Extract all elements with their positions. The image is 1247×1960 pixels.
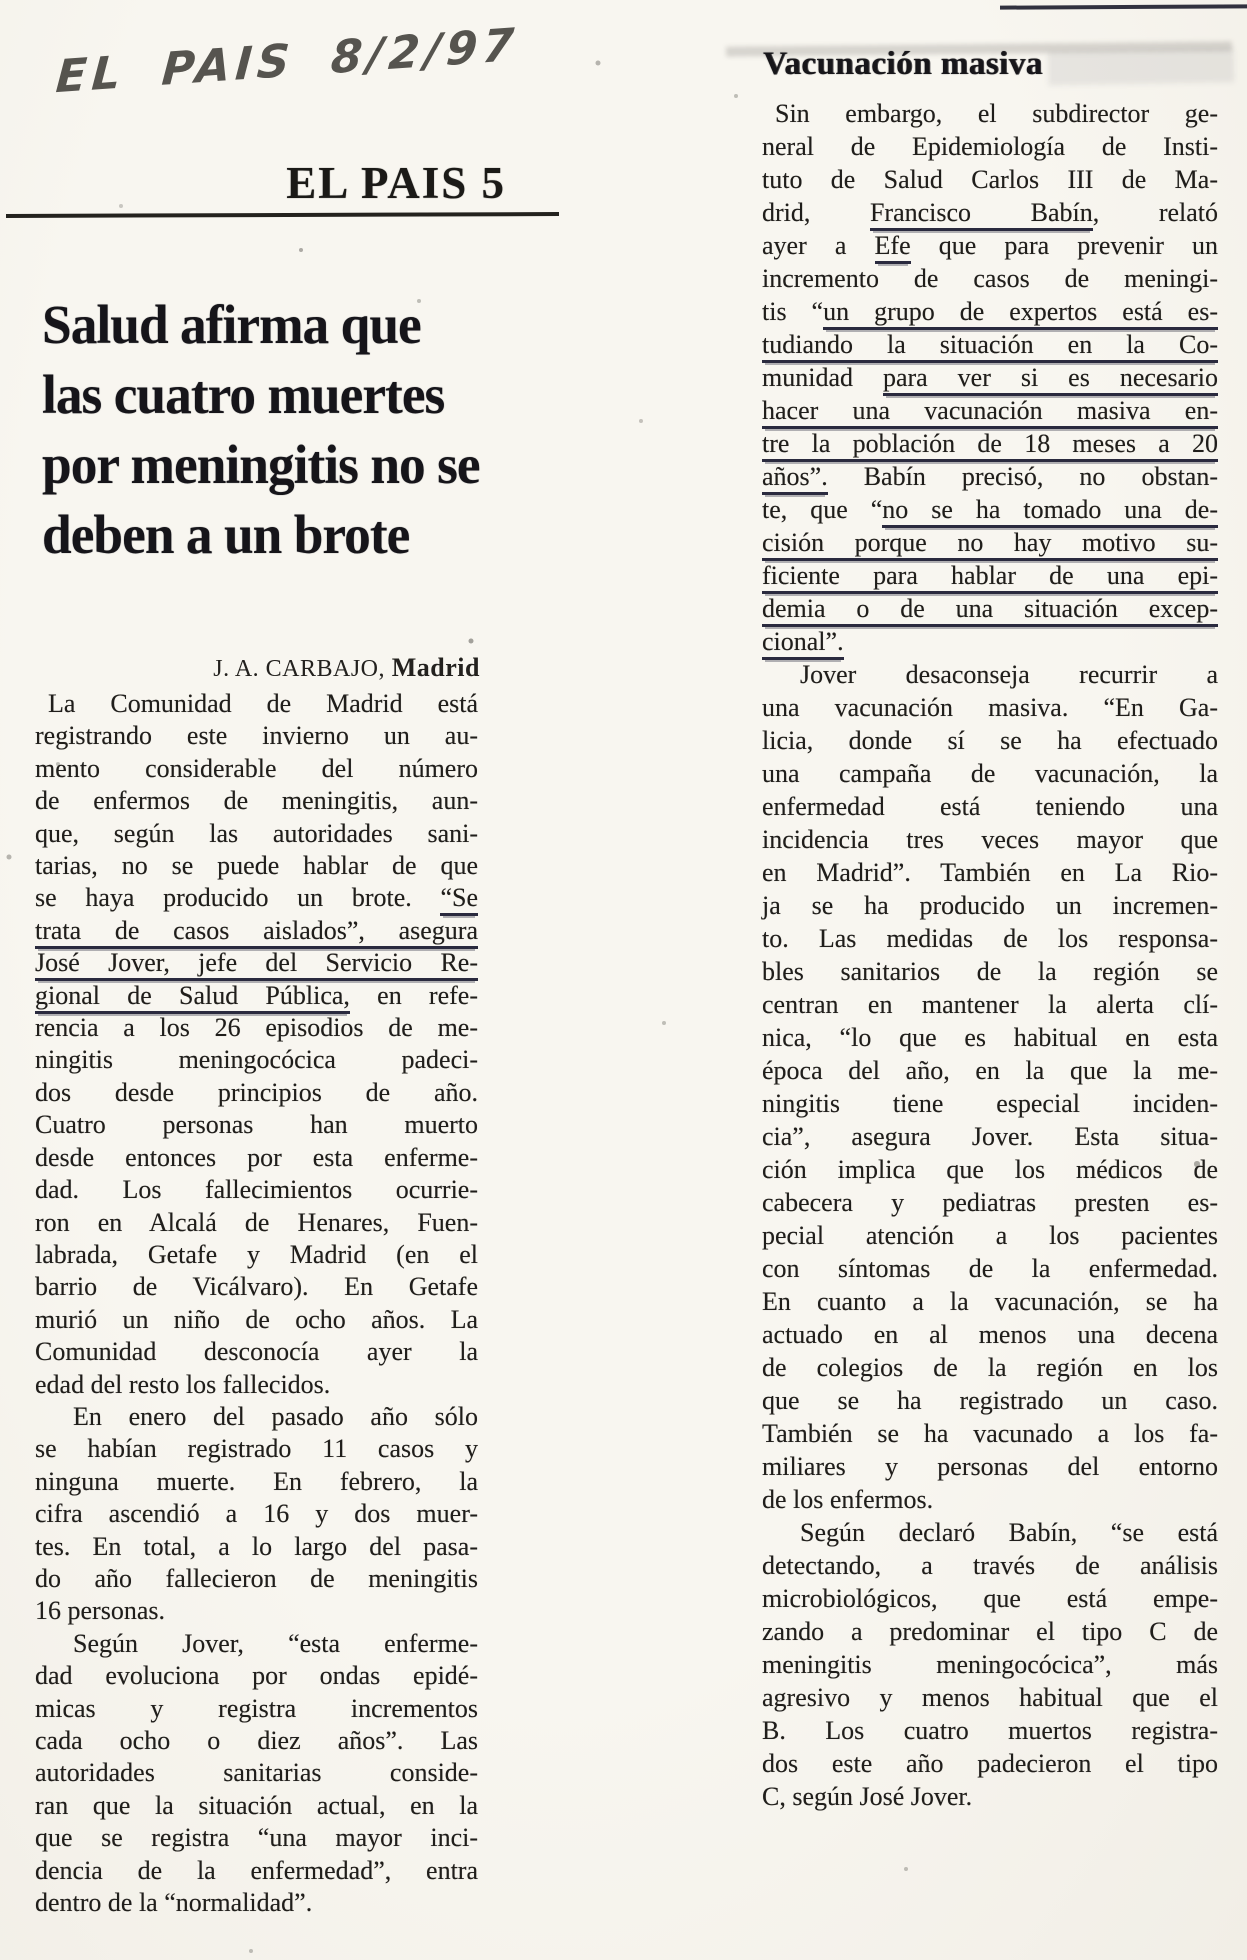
body-line: que, según las autoridades sani- — [35, 818, 478, 848]
body-line: incidencia tres veces mayor que — [762, 825, 1218, 854]
article-headline — [42, 290, 542, 570]
byline-author: J. A. CARBAJO, — [213, 656, 386, 682]
body-line: cabecera y pediatras presten es- — [762, 1188, 1218, 1217]
body-line: detectando, a través de análisis — [762, 1551, 1218, 1580]
byline — [35, 653, 480, 683]
body-line: Comunidad desconocía ayer la — [35, 1337, 478, 1367]
body-line: bles sanitarios de la región se — [762, 957, 1218, 986]
handwritten-date-annotation: EL PAIS 8/2/97 — [54, 17, 521, 104]
body-line: zando a predominar el tipo C de — [762, 1617, 1218, 1646]
body-line: En cuanto a la vacunación, se ha — [762, 1287, 1218, 1316]
body-line: neral de Epidemiología de Insti- — [762, 132, 1218, 161]
body-line: drid, Francisco Babín, relató — [762, 196, 1218, 229]
body-line: ningitis tiene especial inciden- — [762, 1089, 1218, 1118]
body-line: Cuatro personas han muerto — [35, 1110, 478, 1140]
body-line: gional de Salud Pública, en refe- — [35, 980, 478, 1012]
body-line: agresivo y menos habitual que el — [762, 1683, 1218, 1712]
body-line: dad. Los fallecimientos ocurrie- — [35, 1175, 478, 1205]
body-line: ninguna muerte. En febrero, la — [35, 1466, 478, 1496]
body-line: dentro de la “normalidad”. — [35, 1888, 313, 1918]
body-line: microbiológicos, que está empe- — [762, 1584, 1218, 1613]
body-line: se habían registrado 11 casos y — [35, 1434, 478, 1464]
body-line: rencia a los 26 episodios de me- — [35, 1013, 478, 1043]
body-line: que se registra “una mayor inci- — [35, 1823, 478, 1853]
body-line: labrada, Getafe y Madrid (en el — [35, 1239, 478, 1269]
masthead-title: EL PAIS 5 — [286, 158, 506, 208]
body-line: C, según José Jover. — [762, 1782, 973, 1811]
body-line — [35, 915, 478, 947]
body-line: También se ha vacunado a los fa- — [762, 1419, 1218, 1448]
body-line: pecial atención a los pacientes — [762, 1221, 1218, 1250]
body-line — [762, 427, 1218, 460]
body-line — [762, 559, 1218, 592]
body-line: En enero del pasado año sólo — [73, 1401, 478, 1431]
body-line: meningitis meningocócica”, más — [762, 1650, 1218, 1679]
body-line: 16 personas. — [35, 1596, 165, 1626]
ink-underline: años”. — [762, 462, 828, 495]
headline-line-1: Salud afirma que — [42, 294, 421, 355]
top-edge-rule — [1000, 4, 1247, 9]
body-line: de colegios de la región en los — [762, 1353, 1218, 1382]
body-line: ja se ha producido un incremen- — [762, 891, 1218, 920]
body-line: época del año, en la que la me- — [762, 1056, 1218, 1085]
masthead-rule — [6, 212, 559, 218]
body-line: en Madrid”. También en La Rio- — [762, 858, 1218, 887]
body-line: barrio de Vicálvaro). En Getafe — [35, 1272, 478, 1302]
ink-underline: Efe — [875, 231, 911, 264]
body-line: licia, donde sí se ha efectuado — [762, 726, 1218, 755]
body-line: años”. Babín precisó, no obstan- — [762, 460, 1218, 493]
body-line: con síntomas de la enfermedad. — [762, 1254, 1218, 1283]
body-line — [762, 328, 1218, 361]
body-line: desde entonces por esta enferme- — [35, 1142, 478, 1172]
ink-underline: tre la población de 18 meses a 20 — [762, 429, 1218, 462]
ink-underline: demia o de una situación excep- — [762, 594, 1218, 627]
ink-underline: cisión porque no hay motivo su- — [762, 528, 1218, 561]
body-line: una campaña de vacunación, la — [762, 759, 1218, 788]
left-column-body — [35, 688, 478, 1919]
headline-line-4: deben a un brote — [42, 504, 410, 565]
scan-speckles — [0, 0, 2, 2]
ink-underline: cional”. — [762, 627, 844, 660]
body-line: Según Jover, “esta enferme- — [73, 1628, 478, 1658]
body-line: de enfermos de meningitis, aun- — [35, 786, 478, 816]
ink-underline: un grupo de expertos está es- — [823, 297, 1218, 330]
section-heading-vacunacion-masiva: Vacunación masiva — [763, 46, 1043, 82]
body-line: micas y registra incrementos — [35, 1693, 478, 1723]
headline-line-2: las cuatro muertes — [42, 364, 445, 425]
ink-underline: “Se — [440, 883, 478, 916]
ink-underline: para ver si es necesario — [883, 363, 1218, 396]
body-line: centran en mantener la alerta clí- — [762, 990, 1218, 1019]
body-line: dencia de la enfermedad”, entra — [35, 1855, 478, 1885]
body-line: Según declaró Babín, “se está — [800, 1518, 1218, 1547]
body-line: edad del resto los fallecidos. — [35, 1369, 331, 1399]
body-line — [35, 947, 478, 979]
body-line: tis “un grupo de expertos está es- — [762, 295, 1218, 328]
body-line: de los enfermos. — [762, 1485, 934, 1514]
body-line: enfermedad está teniendo una — [762, 792, 1218, 821]
body-line: murió un niño de ocho años. La — [35, 1304, 478, 1334]
body-line: Jover desaconseja recurrir a — [800, 660, 1218, 689]
body-line: ningitis meningocócica padeci- — [35, 1045, 478, 1075]
body-line: to. Las medidas de los responsa- — [762, 924, 1218, 953]
body-line — [762, 394, 1218, 427]
ink-underline: gional de Salud Pública, — [35, 981, 350, 1014]
body-line: que se ha registrado un caso. — [762, 1386, 1218, 1415]
ink-underline: Francisco Babín — [870, 198, 1093, 231]
body-line: tes. En total, a lo largo del pasa- — [35, 1531, 478, 1561]
ink-underline: tudiando la situación en la Co- — [762, 330, 1218, 363]
body-line: autoridades sanitarias conside- — [35, 1758, 478, 1788]
body-line: munidad para ver si es necesario — [762, 361, 1218, 394]
ink-underline: ficiente para hablar de una epi- — [762, 561, 1218, 594]
body-line: tarias, no se puede hablar de que — [35, 851, 478, 881]
headline-line-3: por meningitis no se — [42, 434, 480, 495]
body-line: cia”, asegura Jover. Esta situa- — [762, 1122, 1218, 1151]
body-line: cada ocho o diez años”. Las — [35, 1726, 478, 1755]
body-line: B. Los cuatro muertos registra- — [762, 1716, 1218, 1745]
body-line: tuto de Salud Carlos III de Ma- — [762, 165, 1218, 194]
body-line: registrando este invierno un au- — [35, 721, 478, 751]
body-line: La Comunidad de Madrid está — [48, 689, 478, 718]
right-column-body — [762, 97, 1218, 1813]
body-line: se haya producido un brote. “Se — [35, 882, 478, 914]
body-line: dad evoluciona por ondas epidé- — [35, 1661, 478, 1691]
body-line: dos desde principios de año. — [35, 1077, 478, 1107]
body-line: do año fallecieron de meningitis — [35, 1563, 478, 1593]
body-line: ción implica que los médicos de — [762, 1155, 1218, 1184]
ink-underline: trata de casos aislados”, asegura — [35, 916, 478, 949]
body-line: miliares y personas del entorno — [762, 1452, 1218, 1481]
ink-underline: no se ha tomado una de- — [882, 495, 1218, 528]
body-line — [762, 625, 1218, 658]
byline-place: Madrid — [391, 653, 480, 682]
body-line: nica, “lo que es habitual en esta — [762, 1023, 1218, 1052]
body-line — [762, 526, 1218, 559]
body-line: ron en Alcalá de Henares, Fuen- — [35, 1207, 478, 1237]
body-line: mento considerable del número — [35, 753, 478, 783]
body-line — [762, 592, 1218, 625]
ghost-print-stamp — [1048, 48, 1235, 85]
body-line: dos este año padecieron el tipo — [762, 1749, 1218, 1778]
ink-underline: hacer una vacunación masiva en- — [762, 396, 1218, 429]
body-line: cifra ascendió a 16 y dos muer- — [35, 1499, 478, 1529]
body-line: actuado en al menos una decena — [762, 1320, 1218, 1349]
body-line: una vacunación masiva. “En Ga- — [762, 693, 1218, 722]
ink-underline: José Jover, jefe del Servicio Re- — [35, 948, 478, 981]
body-line: te, que “no se ha tomado una de- — [762, 493, 1218, 526]
body-line: incremento de casos de meningi- — [762, 264, 1218, 293]
body-line: ayer a Efe que para prevenir un — [762, 229, 1218, 262]
body-line: ran que la situación actual, en la — [35, 1790, 478, 1820]
body-line: Sin embargo, el subdirector ge- — [775, 99, 1218, 128]
